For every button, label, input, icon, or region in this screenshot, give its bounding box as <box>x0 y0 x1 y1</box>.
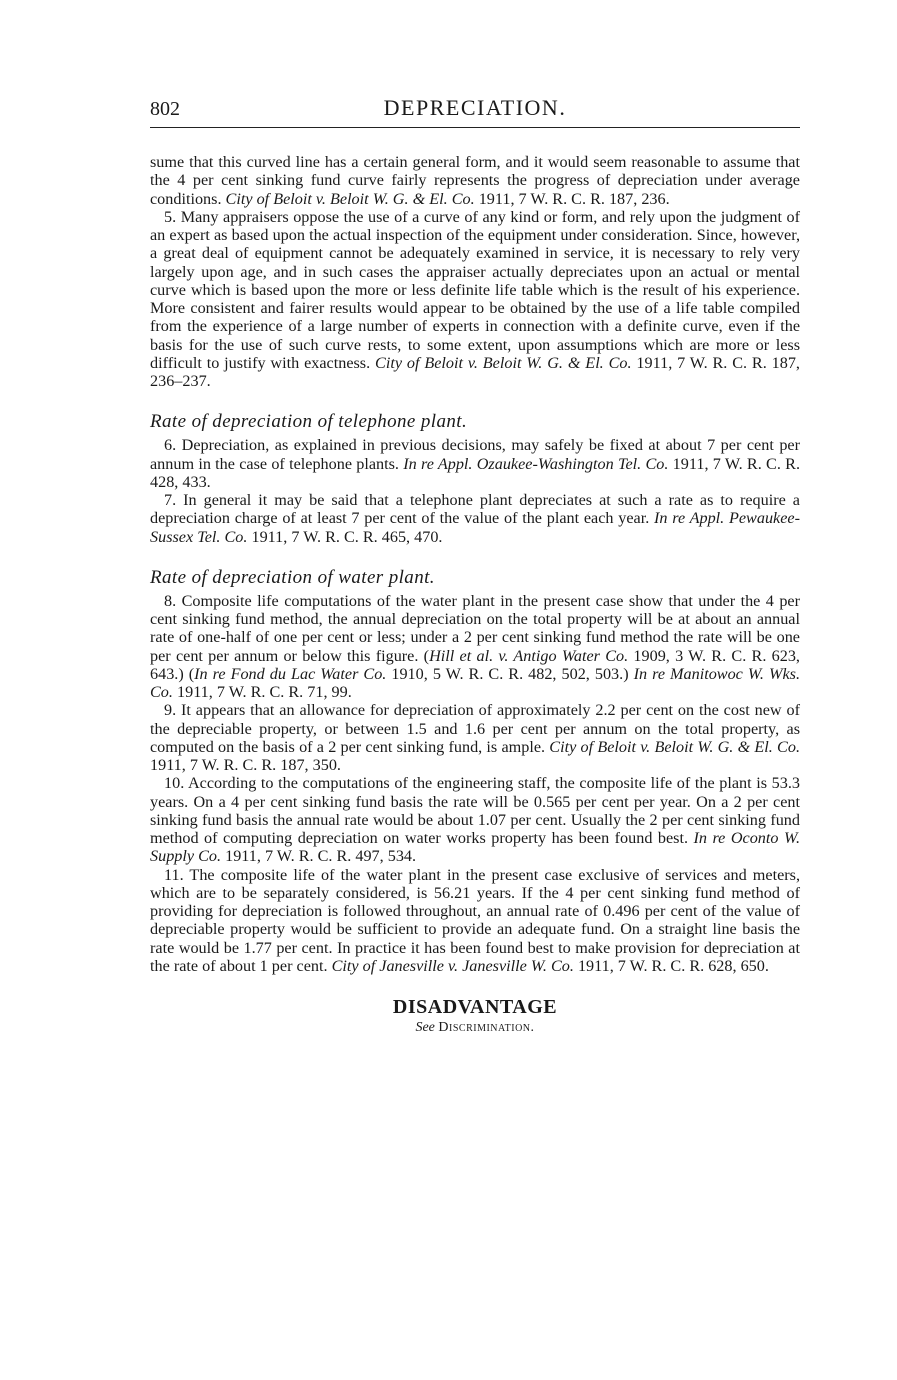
see-label: See <box>415 1020 435 1035</box>
running-head <box>150 95 800 131</box>
citation-reference: 1911, 7 W. R. C. R. 187, 350. <box>150 756 341 774</box>
citation-reference: 1910, 5 W. R. C. R. 482, 502, 503.) <box>386 664 634 683</box>
header-rule <box>150 127 800 128</box>
page-number: 802 <box>150 98 180 120</box>
paragraph-text: 10. According to the computations of the engineering staff, the composite life of the plant is 53.3 years. On a 4 per cent sinking fund basis the rate will be 0.565 per cent per year. On a 2 per cent sinking fund basis the annual rate would be about 1.07 per cent. Usually the 2 per cent sinking fund method of computing depreciation on water works property has been found best. <box>150 774 800 847</box>
citation-reference: 1911, 7 W. R. C. R. 187, 236–237. <box>150 353 800 390</box>
case-citation: In re Manitowoc W. Wks. Co. <box>150 664 800 701</box>
paragraph-text: 5. Many appraisers oppose the use of a curve of any kind or form, and rely upon the judgment of an expert as based upon the actual inspection of the equipment under consideration. Since, however, a great deal of equipment cannot be adequately examined in service, it is necessary to rely very largely upon age, and in such cases the appraiser actually depreciates upon an actual or mental curve which is based upon the more or less definite life table which is the result of his experience. More consistent and fairer results would appear to be obtained by the use of a life table compiled from the experience of a large number of experts in connection with a definite curve, even if the basis for the use of such curve rests, to some extent, upon assumptions which are more or less difficult to justify with exactness. <box>150 207 800 372</box>
paragraph-7 <box>150 491 800 546</box>
paragraph-continuation <box>150 153 800 208</box>
paragraph-text: 7. In general it may be said that a telephone plant depreciates at such a rate as to require a depreciation charge of at least 7 per cent of the value of the plant each year. <box>150 491 800 528</box>
paragraph-11 <box>150 866 800 976</box>
section-heading-telephone: Rate of depreciation of telephone plant. <box>150 411 468 433</box>
paragraph-9 <box>150 701 800 774</box>
paragraph-text: sume that this curved line has a certain general form, and it would seem reasonable to assume that the 4 per cent sinking fund curve fairly represents the progress of depreciation under average conditions. <box>150 153 800 208</box>
section-heading-water: Rate of depreciation of water plant. <box>150 566 435 588</box>
paragraph-10 <box>150 774 800 865</box>
case-citation: City of Beloit v. Beloit W. G. & El. Co. <box>375 353 632 372</box>
page-body <box>150 153 800 1037</box>
paragraph-text: 8. Composite life computations of the water plant in the present case show that under the 4 per cent sinking fund method, the annual depreciation on the total property will be at about an annual rate of one-half of one per cent or less; under a 2 per cent sinking fund method the rate will be one per cent per annum or below this figure. ( <box>150 591 800 665</box>
case-citation: In re Fond du Lac Water Co. <box>194 664 387 683</box>
running-title: DEPRECIATION. <box>383 95 567 120</box>
citation-reference: 1911, 7 W. R. C. R. 187, 236. <box>474 189 670 208</box>
cross-reference-link[interactable]: Discrimination. <box>438 1020 535 1035</box>
citation-reference: 1911, 7 W. R. C. R. 428, 433. <box>150 454 800 491</box>
case-citation: City of Beloit v. Beloit W. G. & El. Co. <box>549 737 800 756</box>
index-entry <box>150 995 800 1037</box>
paragraph-text: 11. The composite life of the water plant in the present case exclusive of services and meters, which are to be separately considered, is 56.21 years. If the 4 per cent sinking fund method of providing for depreciation is followed throughout, an annual rate of 0.496 per cent of the value of depreciable property would be sufficient to provide an adequate fund. On a straight line basis the rate would be 1.77 per cent. In practice it has been found best to make provision for depreciation at the rate of about 1 per cent. <box>150 865 800 975</box>
citation-reference: 1911, 7 W. R. C. R. 465, 470. <box>247 527 443 546</box>
case-citation: In re Appl. Ozaukee-Washington Tel. Co. <box>403 454 669 473</box>
citation-reference: 1911, 7 W. R. C. R. 497, 534. <box>221 847 417 866</box>
paragraph-6 <box>150 436 800 491</box>
paragraph-8 <box>150 592 800 702</box>
case-citation: City of Beloit v. Beloit W. G. & El. Co. <box>225 189 475 208</box>
paragraph-text: 6. Depreciation, as explained in previous decisions, may safely be fixed at about 7 per cent per annum in the case of telephone plants. <box>150 436 800 473</box>
case-citation: In re Appl. Pewaukee-Sussex Tel. Co. <box>150 509 800 546</box>
case-citation: In re Oconto W. Supply Co. <box>150 829 800 866</box>
citation-reference: 1911, 7 W. R. C. R. 628, 650. <box>573 956 769 975</box>
paragraph-text: 9. It appears that an allowance for depreciation of approximately 2.2 per cent on the cost new of the depreciable property, or between 1.5 and 1.6 per cent per annum on the total property, as computed on the basis of a 2 per cent sinking fund, is ample. <box>150 701 800 756</box>
paragraph-5 <box>150 208 800 391</box>
citation-reference: 1911, 7 W. R. C. R. 71, 99. <box>172 683 352 701</box>
entry-title: DISADVANTAGE <box>392 996 558 1018</box>
entry-cross-reference <box>150 1019 800 1037</box>
case-citation: Hill et al. v. Antigo Water Co. <box>429 646 629 665</box>
case-citation: City of Janesville v. Janesville W. Co. <box>331 956 574 975</box>
citation-reference: 1909, 3 W. R. C. R. 623, 643.) ( <box>150 646 800 683</box>
